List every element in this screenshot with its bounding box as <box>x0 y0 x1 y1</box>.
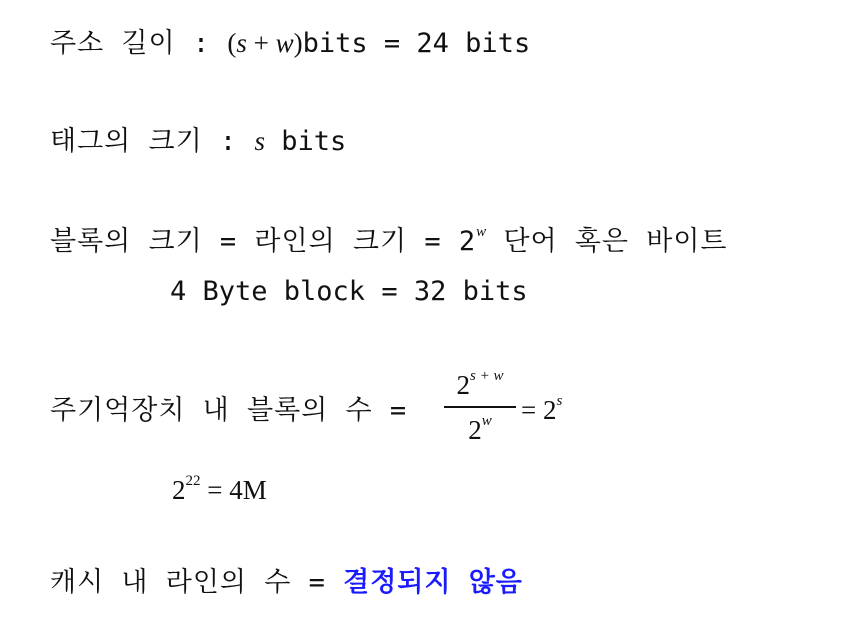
var-w: w <box>275 28 294 58</box>
block-size-line <box>50 224 728 257</box>
memory-blocks-example <box>172 473 267 505</box>
memory-blocks-result <box>521 393 563 425</box>
tag-size-unit: bits <box>264 126 347 157</box>
denominator-exponent: w <box>481 412 492 429</box>
cache-lines-label: 캐시 내 라인의 수 = <box>50 567 344 598</box>
tag-size-line <box>50 128 346 155</box>
example-base: 2 <box>172 475 186 505</box>
tag-size-var-s: s <box>254 126 265 156</box>
var-s: s <box>236 28 247 58</box>
block-size-example <box>170 278 528 305</box>
fraction-bar <box>444 406 516 408</box>
block-size-example-text: 4 Byte block = 32 bits <box>170 276 528 307</box>
example-result: = 4M <box>200 475 267 505</box>
fraction-numerator <box>456 368 504 400</box>
cache-lines-value: 결정되지 않음 <box>343 567 523 598</box>
memory-blocks-fraction <box>444 368 516 445</box>
close-paren: ) <box>293 28 303 58</box>
open-paren: ( <box>227 28 237 58</box>
address-length-value: bits = 24 bits <box>302 28 531 59</box>
address-length-label: 주소 길이 : <box>50 28 228 59</box>
address-length-line <box>50 30 530 57</box>
memory-blocks-result-eq: = 2 <box>521 395 557 425</box>
block-size-exponent: w <box>476 224 487 240</box>
memory-blocks-label-line <box>50 397 407 424</box>
block-size-unit: 단어 혹은 바이트 <box>486 226 728 257</box>
memory-blocks-result-exponent: s <box>556 393 563 409</box>
tag-size-label: 태그의 크기 : <box>50 126 255 157</box>
example-exponent: 22 <box>185 473 201 489</box>
plus-sign: + <box>246 28 276 58</box>
numerator-base: 2 <box>456 370 471 400</box>
memory-blocks-label: 주기억장치 내 블록의 수 = <box>50 395 408 426</box>
cache-lines-line <box>50 569 523 596</box>
fraction-denominator <box>468 412 492 445</box>
block-size-label: 블록의 크기 = 라인의 크기 = 2 <box>50 226 477 257</box>
numerator-exponent: s + w <box>470 368 504 384</box>
denominator-base: 2 <box>468 414 482 445</box>
